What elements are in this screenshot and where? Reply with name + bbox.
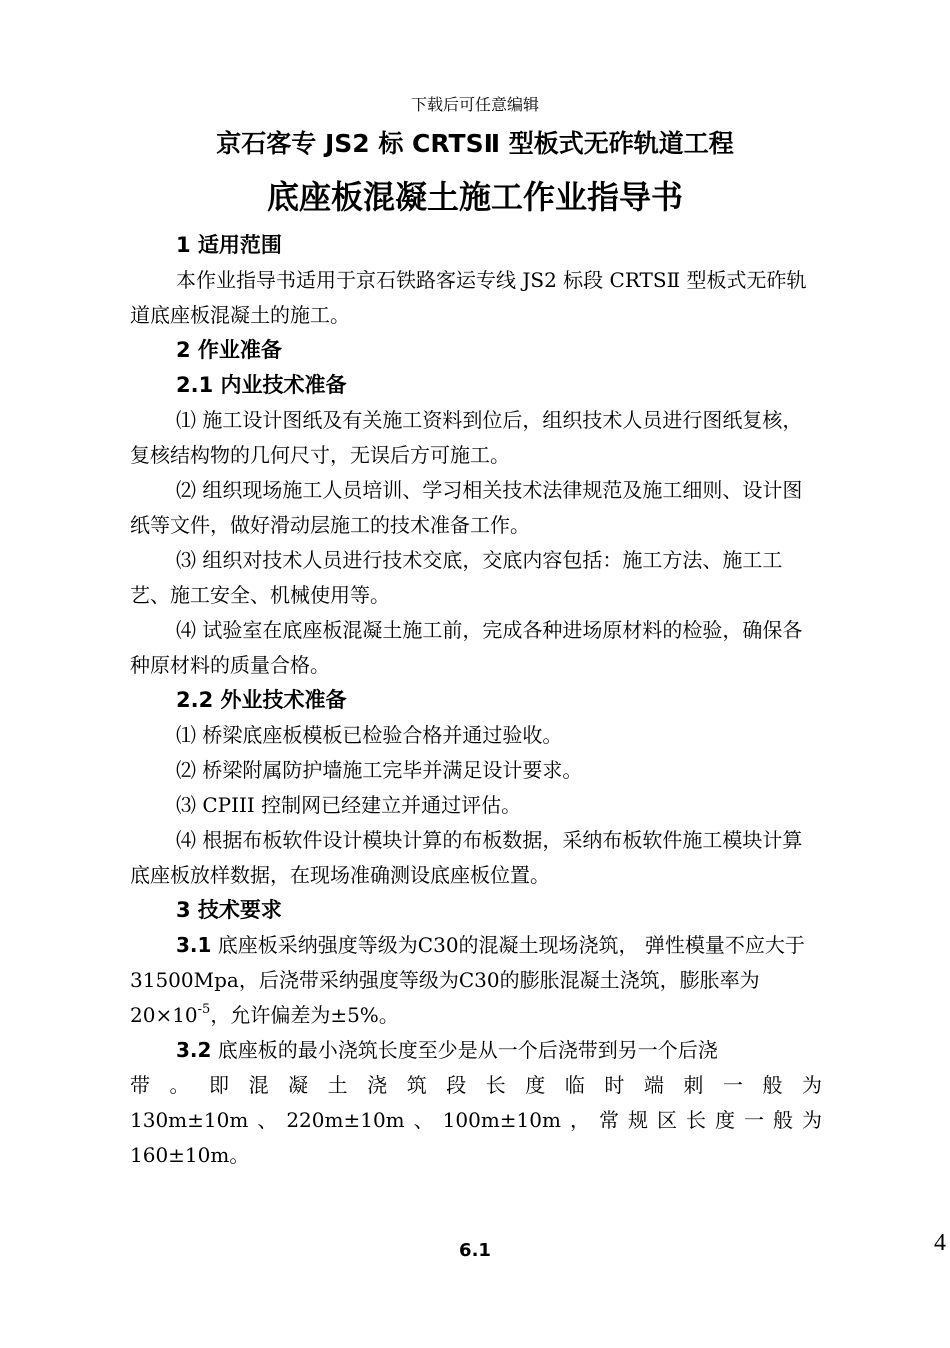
- document-subtitle: 底座板混凝土施工作业指导书: [266, 178, 683, 216]
- download-note: 下载后可任意编辑: [410, 95, 539, 114]
- document-body: [130, 228, 822, 1173]
- list-item: ⑴ 桥梁底座板模板已检验合格并通过验收。: [176, 723, 563, 747]
- clause-3-1-paragraph: [130, 928, 822, 1033]
- list-item: ⑵ 桥梁附属防护墙施工完毕并满足设计要求。: [176, 758, 583, 782]
- list-item: ⑷ 根据布板软件设计模块计算的布板数据，采纳布板软件施工模块计算底座板放样数据，在现场准确测设底座板位置。: [130, 828, 803, 887]
- document-title: 京石客专 JS2 标 CRTSⅡ 型板式无砟轨道工程: [216, 129, 734, 158]
- section-2-heading: 2 作业准备: [176, 338, 282, 362]
- list-item: ⑴ 施工设计图纸及有关施工资料到位后，组织技术人员进行图纸复核，复核结构物的几何尺寸，无误后方可施工。: [130, 408, 803, 467]
- list-item: ⑶ 组织对技术人员进行技术交底，交底内容包括：施工方法、施工工艺、施工安全、机械使用等。: [130, 548, 783, 607]
- section-1-paragraph: 本作业指导书适用于京石铁路客运专线 JS2 标段 CRTSⅡ 型板式无砟轨道底座板混凝土的施工。: [130, 268, 807, 327]
- list-item: ⑶ CPIII 控制网已经建立并通过评估。: [176, 793, 522, 817]
- clause-3-2-number: 3.2: [176, 1038, 212, 1062]
- clause-3-2-line: 160±10m。: [130, 1143, 250, 1167]
- clause-3-1-text: 底座板采纳强度等级为C30的混凝土现场浇筑， 弹性模量不应大于31500Mpa，后浇带采纳强度等级为C30的膨胀混凝土浇筑，膨胀率为20×10: [130, 933, 805, 1027]
- page-footer: 6.1: [459, 1240, 491, 1261]
- section-2-2-heading: 2.2 外业技术准备: [176, 688, 347, 712]
- list-item: ⑷ 试验室在底座板混凝土施工前，完成各种进场原材料的检验，确保各种原材料的质量合格。: [130, 618, 803, 677]
- clause-3-2-text: 底座板的最小浇筑长度至少是从一个后浇带到另一个后浇: [211, 1038, 718, 1062]
- section-2-1-heading: 2.1 内业技术准备: [176, 373, 347, 397]
- clause-3-2-line: [130, 1033, 822, 1068]
- section-1-heading: 1 适用范围: [176, 233, 282, 257]
- list-item: ⑵ 组织现场施工人员培训、学习相关技术法律规范及施工细则、设计图纸等文件，做好滑动层施工的技术准备工作。: [130, 478, 803, 537]
- page-number: 4: [934, 1230, 946, 1256]
- section-3-heading: 3 技术要求: [176, 898, 282, 922]
- clause-3-2-line: 130m±10m、220m±10m、100m±10m，常规区长度一般为: [130, 1108, 822, 1132]
- exponent: -5: [197, 1002, 211, 1017]
- clause-3-1-tail: ，允许偏差为±5%。: [210, 1003, 399, 1027]
- clause-3-2-line: 带。即混凝土浇筑段长度临时端刺一般为: [130, 1073, 822, 1097]
- clause-3-1-number: 3.1: [176, 933, 212, 957]
